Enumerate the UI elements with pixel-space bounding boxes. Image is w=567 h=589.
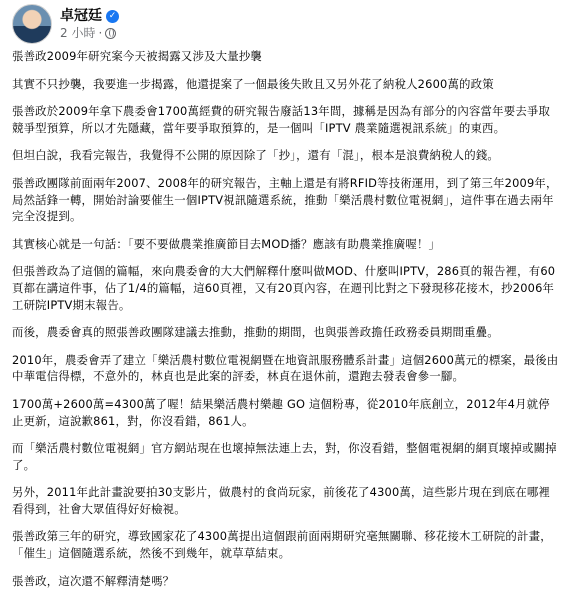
post-paragraph: 但張善政為了這個的篇幅，來向農委會的大大們解釋什麼叫做MOD、什麼叫IPTV，286頁的報告裡，有60頁都在講這件事，佔了1/4的篇幅，這60頁裡，又有20頁內容，在週刊比對之下發現移花接木，抄2006年工研院IPTV期末報告。 bbox=[12, 264, 556, 312]
post-body bbox=[12, 48, 559, 589]
post-paragraph: 其實核心就是一句話：「要不要做農業推廣節目去MOD播？應該有助農業推廣喔！」 bbox=[12, 236, 441, 251]
post-paragraph: 張善政團隊前面兩年2007、2008年的研究報告，主軸上還是有將RFID等技術運用，到了第三年2009年，局然話鋒一轉，開始討論要催生一個IPTV視訊隨選系統，推動「樂活農村數位電視網」，這件事在過去兩年完全沒提到。 bbox=[12, 175, 558, 224]
timestamp-row bbox=[60, 25, 119, 41]
post-paragraph: 但坦白說，我看完報告，我覺得不公開的原因除了「抄」，還有「混」，根本是浪費納稅人的錢。 bbox=[12, 148, 499, 163]
post-header bbox=[12, 0, 559, 46]
post-paragraph: 張善政，這次還不解釋清楚嗎？ bbox=[12, 573, 175, 588]
post-paragraph: 張善政於2009年拿下農委會1700萬經費的研究報告廢話13年間，據稱是因為有部分的內容當年要去爭取競爭型預算，所以才先隱藏，當年要爭取預算的，是一個叫「IPTV 農業隨選視訊系統」的東西。 bbox=[12, 104, 551, 135]
globe-icon[interactable] bbox=[105, 28, 116, 39]
post-paragraph: 張善政2009年研究案今天被揭露又涉及大量抄襲 bbox=[12, 49, 263, 63]
post-paragraph: 而後，農委會真的照張善政團隊建議去推動，推動的期間，也與張善政擔任政務委員期間重疊。 bbox=[12, 325, 499, 340]
post-paragraph: 其實不只抄襲，我要進一步揭露，他還提案了一個最後失敗且又另外花了納稅人2600萬的政策 bbox=[12, 76, 494, 91]
post-paragraph: 另外，2011年此計畫說要拍30支影片，做農村的食尚玩家，前後花了4300萬，這些影片現在到底在哪裡看得到，社會大眾值得好好檢視。 bbox=[12, 485, 551, 516]
meta-separator: · bbox=[98, 26, 103, 40]
post-paragraph: 2010年，農委會弄了建立「樂活農村數位電視網暨在地資訊服務體系計畫」這個2600萬元的標案，最後由中華電信得標，不意外的，林貞也是此案的評委，林貞在退休前，還跑去發表會參一腳。 bbox=[12, 352, 559, 384]
post-paragraph: 而「樂活農村數位電視網」官方網站現在也壞掉無法連上去，對，你沒看錯，整個電視網的網頁壞掉或關掉了。 bbox=[12, 441, 557, 472]
author-row bbox=[60, 7, 119, 25]
post-meta bbox=[60, 7, 119, 41]
post-time[interactable]: 2 小時 bbox=[60, 26, 96, 40]
avatar[interactable] bbox=[12, 4, 52, 44]
verified-badge-icon: ✓ bbox=[106, 10, 119, 23]
post-paragraph: 1700萬+2600萬=4300萬了喔！結果樂活農村樂趣 GO 這個粉專，從2010年底創立，2012年4月就停止更新，這說歉861，對，你沒看錯，861人。 bbox=[12, 396, 550, 428]
author-name[interactable]: 卓冠廷 bbox=[60, 8, 102, 24]
post-paragraph: 張善政第三年的研究，導致國家花了4300萬提出這個跟前面兩期研究毫無關聯、移花接木工研院的計畫，「催生」這個隨選系統，然後不到幾年，就草草結束。 bbox=[12, 529, 552, 561]
